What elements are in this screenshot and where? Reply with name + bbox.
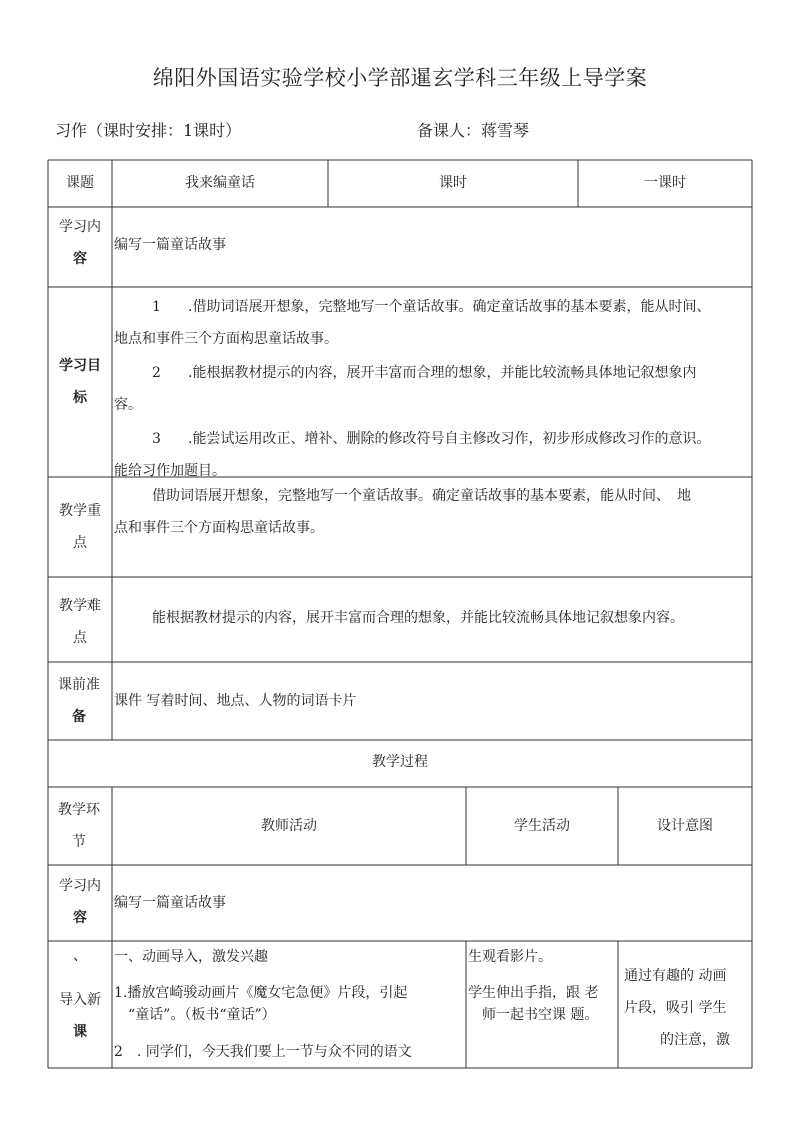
goal-item: 1 .借助词语展开想象，完整地写一个童话故事。确定童话故事的基本要素，能从时间、 地点和事件三个方面构思童话故事。: [114, 299, 711, 347]
content-text: 编写一篇童话故事: [114, 237, 226, 253]
difficult-text: 能根据教材提示的内容，展开丰富而合理的想象，并能比较流畅具体地记叙想象内容。: [152, 610, 684, 626]
intro-design-intent: 通过有趣的 动画 片段，吸引 学生 的注意，激: [624, 968, 730, 1048]
intro-student-activity: 生观看影片。 学生伸出手指，跟 老 师一起书空课 题。: [468, 949, 599, 1023]
key-text: 借助词语展开想象，完整地写一个童话故事。确定童话故事的基本要素，能从时间、 地 点和事件三个方面构思童话故事。: [114, 488, 691, 536]
student-column-header: 学生活动: [514, 818, 570, 834]
preparer: 备课人：蒋雪琴: [417, 121, 530, 140]
intro-teacher-activity: 一、动画导入，激发兴趣 1.播放宫崎骏动画片《魔女宅急便》片段，引起 “童话”。（板书“童话”） 2 . 同学们，今天我们要上一节与众不同的语文: [114, 949, 412, 1060]
topic-value: 我来编童话: [185, 175, 255, 191]
content-label-2: 学习内 容: [59, 878, 101, 926]
process-header: 教学过程: [372, 754, 428, 770]
goal-item: 3 .能尝试运用改正、增补、删除的修改符号自主修改习作，初步形成修改习作的意识。 能给习作加题目。: [114, 431, 711, 479]
content-text-2: 编写一篇童话故事: [114, 895, 226, 911]
intro-stage-label: 、 导入新 课: [59, 948, 101, 1040]
key-label: 教学重 点: [59, 503, 101, 551]
prep-text: 课件 写着时间、地点、人物的词语卡片: [114, 693, 357, 709]
period-label: 课时: [439, 175, 467, 191]
period-value: 一课时: [644, 175, 686, 191]
stage-column-header: 教学环 节: [58, 802, 100, 850]
prep-label: 课前准 备: [58, 677, 100, 725]
goals-label: 学习目 标: [59, 358, 101, 406]
teacher-column-header: 教师活动: [261, 818, 317, 834]
topic-label: 课题: [66, 175, 94, 191]
content-label: 学习内 容: [59, 219, 101, 267]
difficult-label: 教学难 点: [59, 598, 101, 646]
lesson-info: 习作（课时安排：1课时）: [55, 121, 242, 140]
intent-column-header: 设计意图: [657, 818, 713, 834]
goal-item: 2 .能根据教材提示的内容，展开丰富而合理的想象，并能比较流畅具体地记叙想象内 容。: [114, 365, 697, 413]
goals-list: [114, 291, 750, 485]
page-title: 绵阳外国语实验学校小学部暹玄学科三年级上导学案: [152, 66, 648, 90]
